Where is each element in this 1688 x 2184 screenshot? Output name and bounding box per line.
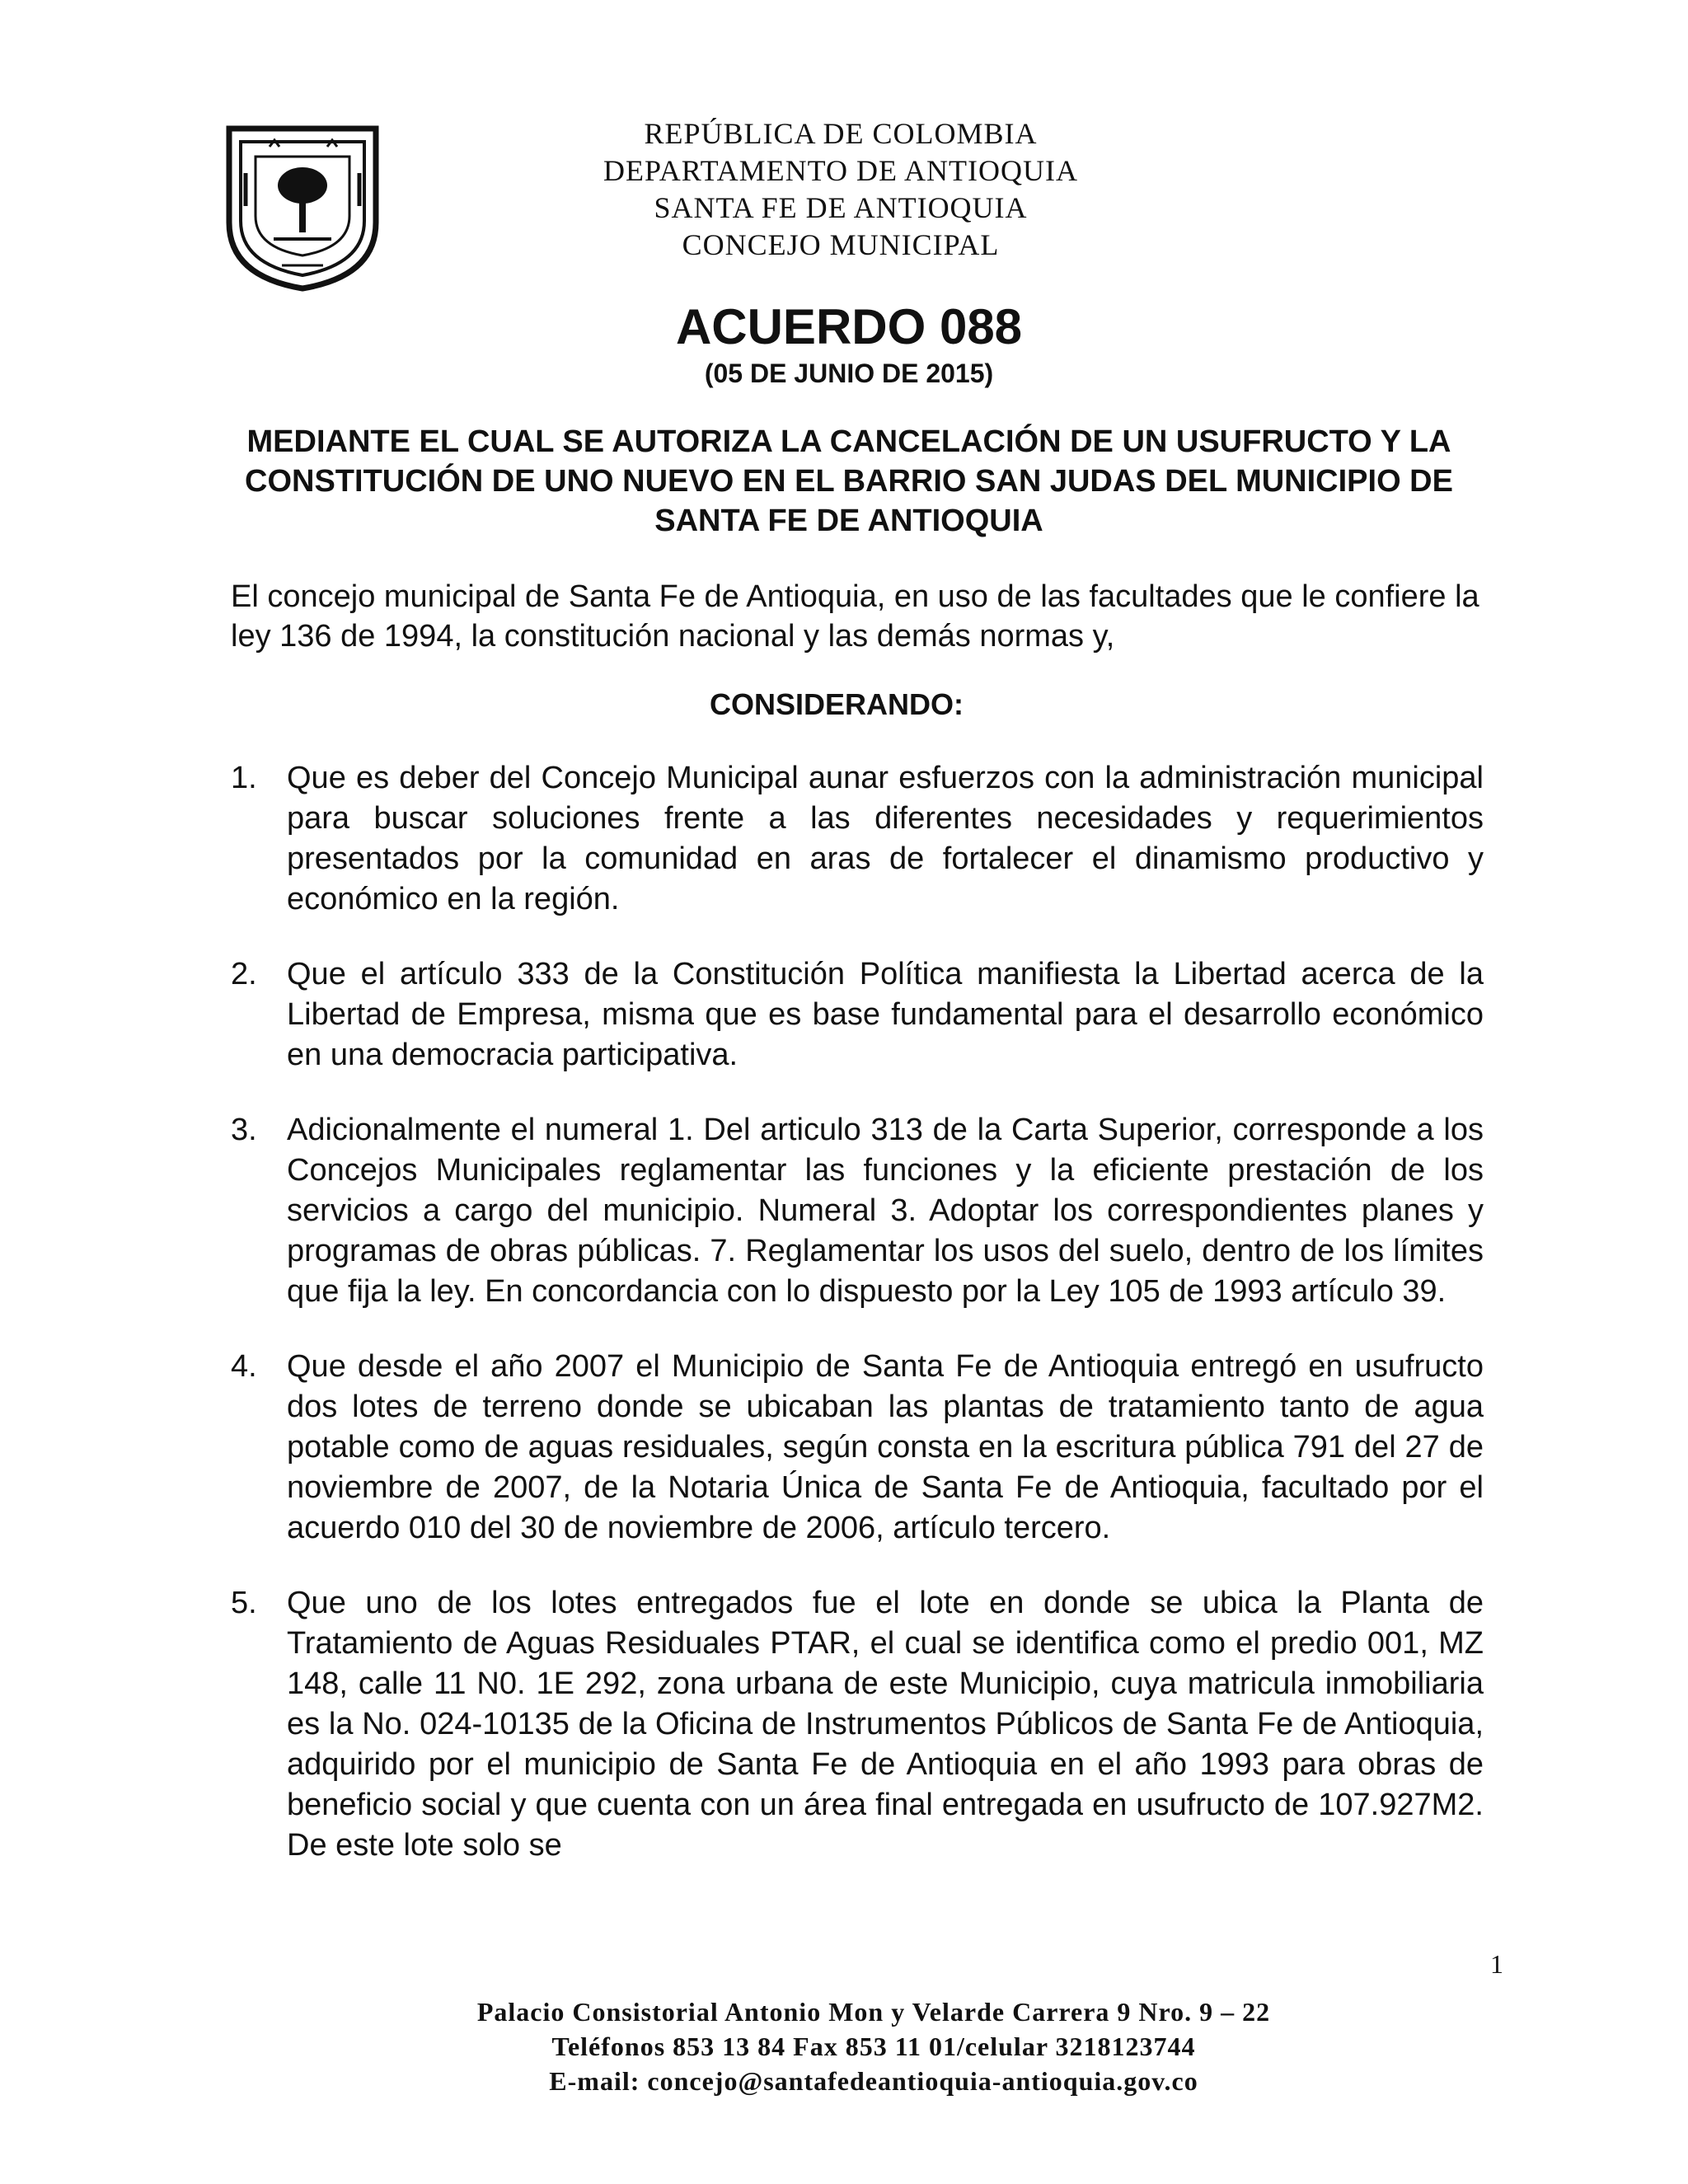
header-council: CONCEJO MUNICIPAL <box>682 228 1000 261</box>
header-country: REPÚBLICA DE COLOMBIA <box>644 117 1038 150</box>
item-text: Que uno de los lotes entregados fue el lote en donde se ubica la Planta de Tratamiento de Aguas Residuales PTAR, el cual se identifica como el predio 001, MZ 148, calle 11 N0. 1E 292, zona urbana de este Municipio, cuya matricula inmobiliaria es la No. 024-10135 de la Oficina de Instrumentos Públicos de Santa Fe de Antioquia, adquirido por el municipio de Santa Fe de Antioquia en el año 1993 para obras de beneficio social y que cuenta con un área final entregada en usufructo de 107.927M2. De este lote solo se <box>287 1586 1484 1863</box>
item-text: Que desde el año 2007 el Municipio de Santa Fe de Antioquia entregó en usufructo dos lotes de terreno donde se ubicaban las plantas de tratamiento tanto de agua potable como de aguas residuales, según consta en la escritura pública 791 del 27 de noviembre de 2007, de la Notaria Única de Santa Fe de Antioquia, facultado por el acuerdo 010 del 30 de noviembre de 2006, artículo tercero. <box>287 1349 1484 1545</box>
footer-address: Palacio Consistorial Antonio Mon y Velarde Carrera 9 Nro. 9 – 22 <box>476 1997 1271 2027</box>
document-header <box>528 115 1154 264</box>
header-department: DEPARTAMENTO DE ANTIOQUIA <box>603 154 1078 187</box>
list-item <box>231 954 1484 1076</box>
item-text: Que es deber del Concejo Municipal aunar esfuerzos con la administración municipal para buscar soluciones frente a las diferentes necesidades y requerimientos presentados por la comunidad en aras de fortalecer el dinamismo productivo y económico en la región. <box>287 761 1484 916</box>
item-text: Que el artículo 333 de la Constitución Política manifiesta la Libertad acerca de la Libertad de Empresa, misma que es base fundamental para el desarrollo económico en una democracia participativa. <box>287 957 1484 1072</box>
list-item <box>231 1347 1484 1549</box>
item-number: 1. <box>231 761 257 795</box>
document-footer <box>313 1994 1434 2098</box>
list-item <box>231 758 1484 920</box>
item-number: 3. <box>231 1113 257 1147</box>
municipal-coat-of-arms-icon <box>224 124 381 293</box>
page-number: 1 <box>1490 1949 1503 1979</box>
item-text: Adicionalmente el numeral 1. Del articulo 313 de la Carta Superior, corresponde a los Concejos Municipales reglamentar las funciones y la eficiente prestación de los servicios a cargo del municipio. Numeral 3. Adoptar los correspondientes planes y programas de obras públicas. 7. Reglamentar los usos del suelo, dentro de los límites que fija la ley. En concordancia con lo dispuesto por la Ley 105 de 1993 artículo 39. <box>287 1113 1484 1309</box>
header-municipality: SANTA FE DE ANTIOQUIA <box>654 191 1028 224</box>
footer-phones: Teléfonos 853 13 84 Fax 853 11 01/celular 3218123744 <box>551 2032 1196 2061</box>
list-item <box>231 1583 1484 1866</box>
item-number: 5. <box>231 1586 257 1620</box>
footer-email: E-mail: concejo@santafedeantioquia-antioquia.gov.co <box>549 2066 1198 2096</box>
considerando-heading: CONSIDERANDO: <box>709 687 964 721</box>
list-item <box>231 1110 1484 1312</box>
intro-paragraph: El concejo municipal de Santa Fe de Antioquia, en uso de las facultades que le confiere la ley 136 de 1994, la constitución nacional y las demás normas y, <box>231 579 1479 654</box>
item-number: 2. <box>231 957 257 991</box>
document-subject: MEDIANTE EL CUAL SE AUTORIZA LA CANCELACIÓN DE UN USUFRUCTO Y LA CONSTITUCIÓN DE UNO NUEVO EN EL BARRIO SAN JUDAS DEL MUNICIPIO DE SANTA FE DE ANTIOQUIA <box>245 424 1453 538</box>
considerations-list <box>231 758 1484 1900</box>
document-title: ACUERDO 088 <box>675 299 1023 354</box>
item-number: 4. <box>231 1349 257 1384</box>
document-date: (05 DE JUNIO DE 2015) <box>704 359 994 388</box>
